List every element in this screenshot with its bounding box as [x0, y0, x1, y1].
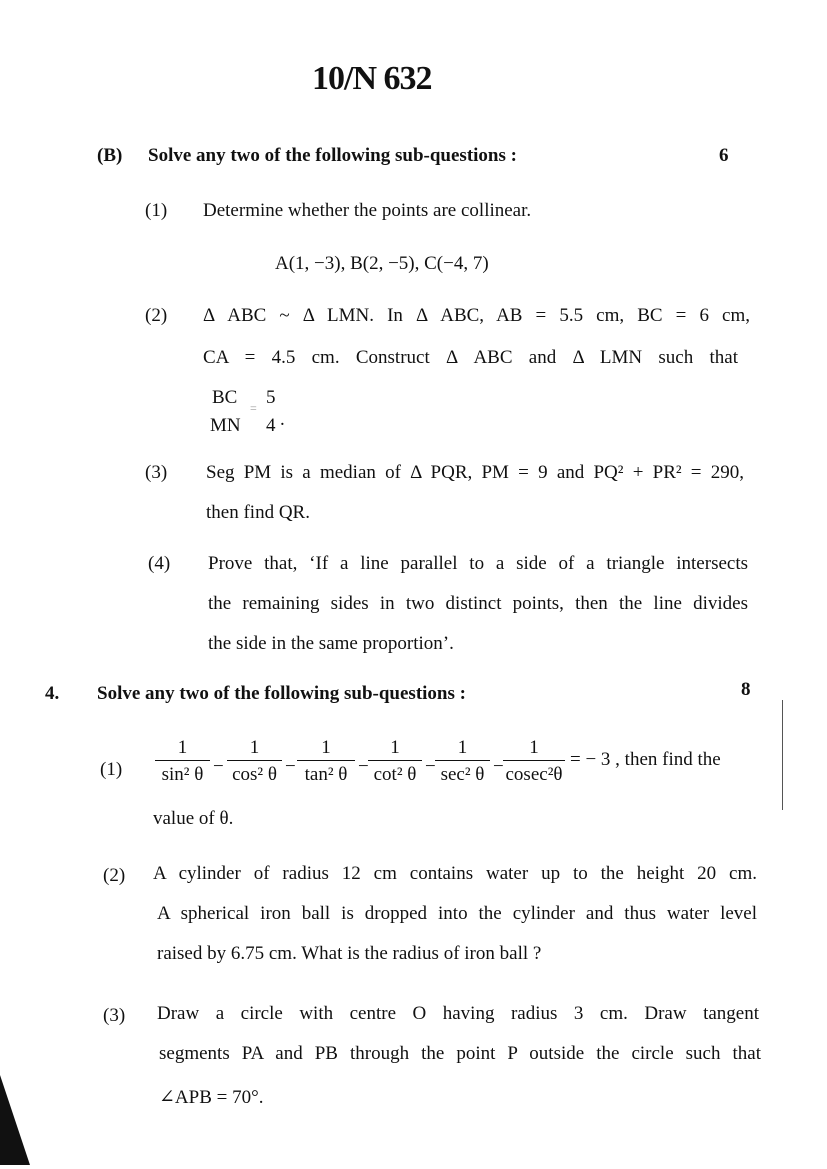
ratio-num: BC	[212, 387, 238, 408]
minus-sign: −	[285, 756, 296, 777]
section-b-marks: 6	[719, 145, 729, 166]
minus-sign: −	[358, 756, 369, 777]
q-text: A cylinder of radius 12 cm contains water up to the height 20 cm.	[153, 863, 757, 884]
q-number: (1)	[100, 759, 123, 780]
q-text: Δ ABC ~ Δ LMN. In Δ ABC, AB = 5.5 cm, BC = 6 cm,	[203, 305, 750, 326]
fraction: $\frac{1}{\text{cos² θ}}$	[227, 738, 282, 784]
q-text: Draw a circle with centre O having radius 3 cm. Draw tangent	[157, 1003, 759, 1024]
q-text: then find QR.	[206, 502, 310, 523]
section-b-label: (B)	[97, 145, 123, 166]
minus-sign: −	[425, 756, 436, 777]
q-text: CA = 4.5 cm. Construct Δ ABC and Δ LMN such that	[203, 347, 738, 368]
ratio-rhs-num: 5	[266, 387, 276, 408]
scan-edge-line	[782, 700, 783, 810]
fraction: $\frac{1}{\text{tan² θ}}$	[297, 738, 355, 784]
q-text: value of θ.	[153, 808, 234, 829]
q-points: A(1, −3), B(2, −5), C(−4, 7)	[275, 253, 489, 274]
q-number: (4)	[148, 553, 171, 574]
q-text: A spherical iron ball is dropped into the cylinder and thus water level	[157, 903, 757, 924]
q-text: Seg PM is a median of Δ PQR, PM = 9 and PQ² + PR² = 290,	[206, 462, 744, 483]
q-number: (3)	[103, 1005, 126, 1026]
q-number: (1)	[145, 200, 168, 221]
fraction: $\frac{1}{\text{sin² θ}}$	[155, 738, 210, 784]
q-text: segments PA and PB through the point P outside the circle such that	[159, 1043, 761, 1064]
q-text: Determine whether the points are collinear.	[203, 200, 532, 221]
q-text: the remaining sides in two distinct points, then the line divides	[208, 593, 748, 614]
q-text: Prove that, ‘If a line parallel to a side of a triangle intersects	[208, 553, 748, 574]
section-b-instruction: Solve any two of the following sub-questions :	[148, 145, 517, 166]
fraction: 1 sec² θ	[435, 738, 490, 784]
q-text: the side in the same proportion’.	[208, 633, 454, 654]
scan-shadow	[0, 1075, 30, 1165]
minus-sign: −	[493, 756, 504, 777]
equation-rhs: = − 3 , then find the	[570, 749, 721, 770]
q-text: raised by 6.75 cm. What is the radius of iron ball ?	[157, 943, 542, 964]
q-number: (2)	[145, 305, 168, 326]
q-number: (3)	[145, 462, 168, 483]
paper-code: 10/N 632	[312, 60, 432, 97]
section-4-marks: 8	[741, 679, 751, 700]
minus-sign: −	[213, 756, 224, 777]
ratio-rhs-den: 4	[266, 415, 276, 436]
ratio-den: MN	[210, 415, 241, 436]
q-text: ∠APB = 70°.	[159, 1087, 264, 1108]
section-4-label: 4.	[45, 683, 60, 704]
q-number: (2)	[103, 865, 126, 886]
fraction: $\frac{1}{\text{cot² θ}}$	[368, 738, 422, 784]
section-4-instruction: Solve any two of the following sub-questions :	[97, 683, 466, 704]
ratio-eq: =	[250, 401, 257, 415]
fraction: $\frac{1}{\text{cosec²θ}}$	[503, 738, 565, 784]
ratio-end: .	[280, 409, 285, 430]
